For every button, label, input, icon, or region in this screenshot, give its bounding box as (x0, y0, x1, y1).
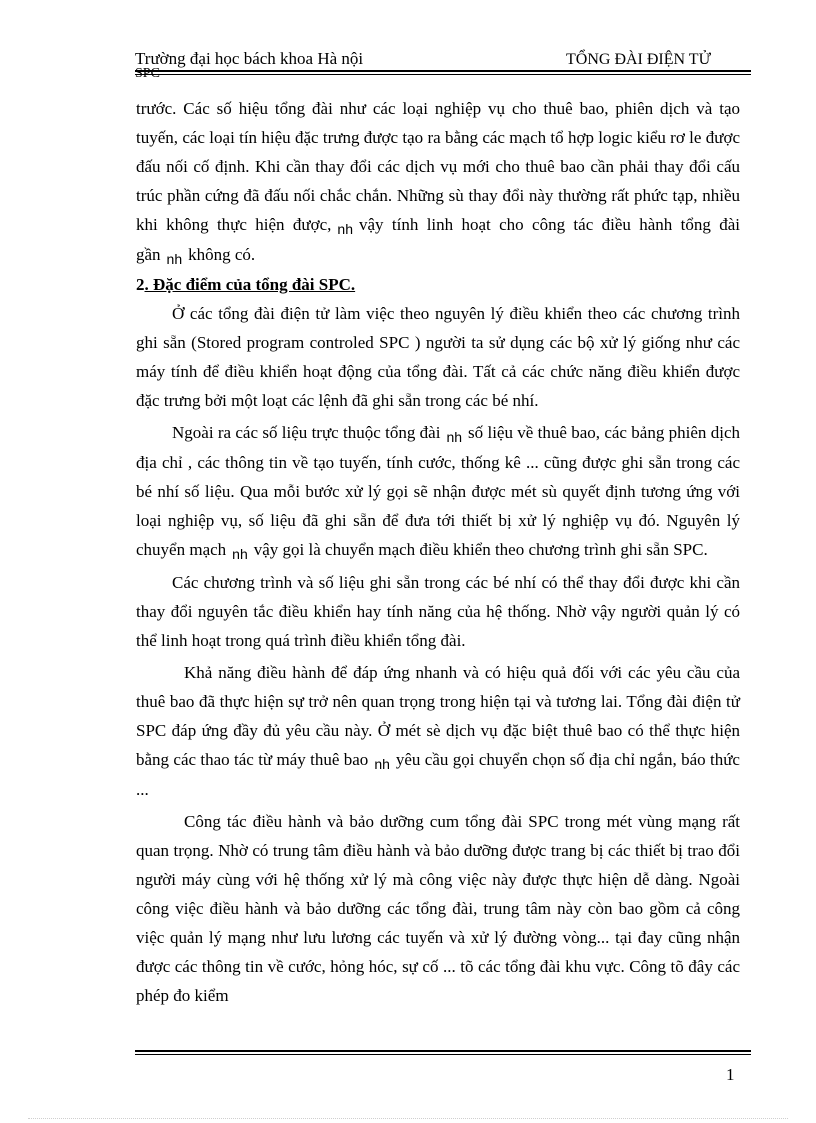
paragraph-maintenance: Công tác điều hành và bảo dưỡng cum tổng đài SPC trong mét vùng mạng rất quan trọng. Nhờ có trung tâm điều hành và bảo dưỡng được trang bị các thiết bị trao đổi người máy cùng với hệ thống xử lý mà công việc này được thực hiện dễ dàng. Ngoài công việc điều hành và bảo dưỡng các tổng đài, trung tâm này còn bao gồm cả công việc quản lý mạng như lưu lương các tuyến và xử lý đường vòng... tại đay cũng nhận được các thông tin về cước, hỏng hóc, sự cố ... tõ các tổng đài khu vực. Công tõ đây các phép đo kiểm (136, 812, 740, 1005)
footer-rule (135, 1050, 751, 1052)
header-rule-thin (135, 74, 751, 75)
header-rule (135, 70, 751, 72)
paragraph-continuation (136, 94, 740, 270)
subscript-fragment: nh (374, 756, 390, 772)
paragraph-spc-intro: Ở các tổng đài điện tử làm việc theo nguyên lý điều khiển theo các chương trình ghi sẵn (Stored program controled SPC ) người ta sử dụng các bộ xử lý giống như các máy tính để điều khiển hoạt động của tổng đài. Tất cả các chức năng điều khiển được đặc trưng bởi một loạt các lệnh đã ghi sẵn trong các bé nhí. (136, 304, 740, 410)
paragraph-text: vậy gọi là chuyển mạch điều khiển theo chương trình ghi sẵn SPC. (253, 540, 708, 559)
subscript-fragment: nh (232, 546, 248, 562)
document-body (136, 94, 740, 1010)
paragraph-data-storage (136, 418, 740, 565)
paragraph-programs: Các chương trình và số liệu ghi sẵn trong các bé nhí có thể thay đổi được khi cần thay đổi nguyên tắc điều khiển hay tính năng của hệ thống. Nhờ vậy người quản lý có thể linh hoạt trong quá trình điều khiển tổng đài. (136, 573, 740, 650)
subscript-fragment: nh (166, 251, 183, 267)
paragraph-operation (136, 658, 740, 804)
paragraph-text: số liệu về thuê bao, các bảng phiên dịch địa chỉ , các thông tin về tạo tuyến, tính cước, thống kê ... cũng được ghi sẵn trong các bé nhí số liệu. Qua mỗi bước xử lý gọi sẽ nhận được mét sù quyết định tương ứng với loại nghiệp vụ, số liệu đã ghi sẵn để đưa tới thiết bị xử lý nghiệp vụ đó. Nguyên lý chuyển mạch (136, 423, 741, 559)
section-number: 2 (136, 275, 145, 294)
section-title: . Đặc điểm của tổng đài SPC. (144, 275, 356, 294)
header-school-name: Trường đại học bách khoa Hà nội (135, 49, 364, 68)
page-edge (28, 1118, 788, 1119)
footer-rule-thin (135, 1054, 751, 1055)
paragraph-text: yêu cầu gọi chuyển chọn số địa chỉ ngắn, báo thức ... (136, 750, 740, 799)
paragraph-text: không có. (188, 245, 256, 264)
paragraph-text: Khả năng điều hành để đáp ứng nhanh và có hiệu quả đối với các yêu cầu của thuê bao đã thực hiện sự trở nên quan trọng trong hiện tại và tương lai. Tổng đài điện tử SPC đáp ứng đầy đủ yêu cầu này. Ở mét sè dịch vụ đặc biệt thuê bao có thể thực hiện bằng các thao tác từ máy thuê bao (136, 663, 740, 769)
paragraph-text: vậy tính linh hoạt cho công tác điều hành tổng đài gần (136, 215, 740, 264)
header-title-overflow: SPC (135, 66, 160, 81)
header-document-title: TỔNG ĐÀI ĐIỆN TỬ (566, 51, 711, 68)
page-number: 1 (726, 1065, 735, 1084)
paragraph-text: trước. Các số hiệu tổng đài như các loại nghiệp vụ cho thuê bao, phiên dịch và tạo tuyến, các loại tín hiệu đặc trưng được tạo ra bằng các mạch tổ hợp logic kiểu rơ le được đấu nối cố định. Khi cần thay đổi các dịch vụ mới cho thuê bao cần phải thay đổi cấu trúc phần cứng đã đấu nối chắc chắn. Những sù thay đổi này thường rất phức tạp, nhiều khi không thực hiện được, (136, 99, 740, 234)
section-heading (136, 270, 740, 299)
subscript-fragment: nh (337, 221, 353, 237)
subscript-fragment: nh (446, 429, 463, 445)
paragraph-text: Ngoài ra các số liệu trực thuộc tổng đài (172, 423, 441, 442)
